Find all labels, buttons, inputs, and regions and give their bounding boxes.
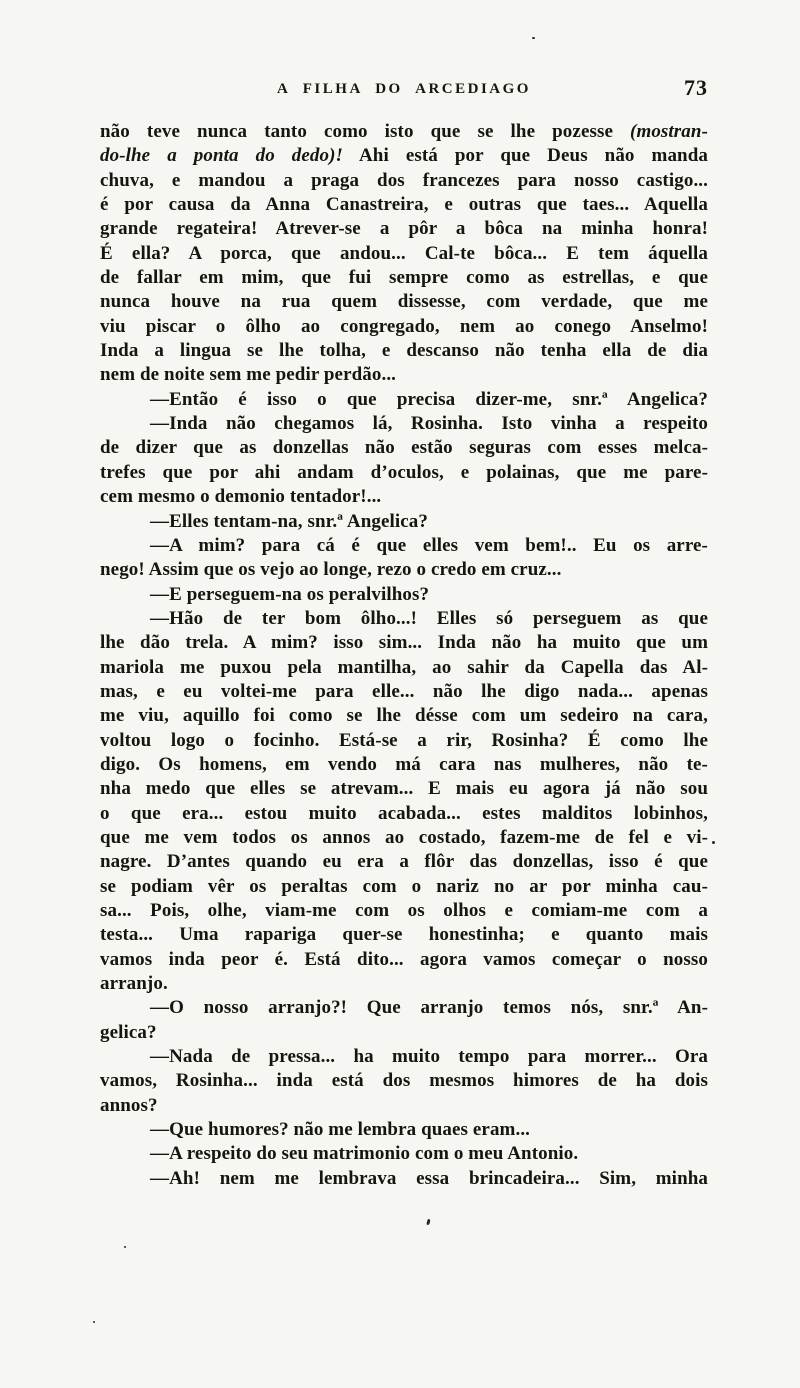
text-line: —Nada de pressa... ha muito tempo para morrer... Ora bbox=[150, 1046, 708, 1068]
text-line: de fallar em mim, que fui sempre como as estrellas, e que bbox=[100, 267, 708, 289]
text-line: mas, e eu voltei-me para elle... não lhe digo nada... apenas bbox=[100, 680, 708, 702]
text-line: chuva, e mandou a praga dos francezes para nosso castigo... bbox=[100, 169, 708, 191]
text-line: sa... Pois, olhe, viam-me com os olhos e comiam-me com a bbox=[100, 900, 708, 921]
text-line: É ella? A porca, que andou... Cal-te bôca... E tem áquella bbox=[100, 242, 708, 264]
text-line: —A mim? para cá é que elles vem bem!.. Eu os arre- bbox=[150, 534, 708, 556]
text-line: vamos inda peor é. Está dito... agora vamos começar o nosso bbox=[100, 948, 708, 970]
text-line: Inda a lingua se lhe tolha, e descanso não tenha ella de dia bbox=[100, 340, 708, 362]
text-line: voltou logo o focinho. Está-se a rir, Rosinha? É como lhe bbox=[100, 729, 708, 751]
scan-speck bbox=[93, 1321, 95, 1323]
text-line: o que era... estou muito acabada... estes malditos lobinhos, bbox=[100, 802, 708, 824]
text-block bbox=[100, 120, 708, 1191]
running-title: A FILHA DO ARCEDIAGO bbox=[277, 81, 531, 97]
text-line: gelica? bbox=[100, 1021, 157, 1043]
text-line: nha medo que elles se atrevam... E mais eu agora já não sou bbox=[100, 778, 708, 800]
text-line: annos? bbox=[100, 1094, 158, 1116]
text-line: —Então é isso o que precisa dizer-me, snr.ª Angelica? bbox=[150, 388, 708, 410]
text-line: nunca houve na rua quem dissesse, com verdade, que me bbox=[100, 291, 708, 313]
text-line: —Ah! nem me lembrava essa brincadeira... Sim, minha bbox=[150, 1167, 708, 1189]
text-line: —Que humores? não me lembra quaes eram... bbox=[150, 1119, 531, 1141]
text-line: digo. Os homens, em vendo má cara nas mulheres, não te- bbox=[100, 753, 708, 775]
scan-speck bbox=[124, 1246, 126, 1248]
text-line: mariola me puxou pela mantilha, ao sahir da Capella das Al- bbox=[100, 656, 708, 678]
text-line: —Inda não chegamos lá, Rosinha. Isto vinha a respeito bbox=[150, 413, 708, 435]
text-line: não teve nunca tanto como isto que se lhe pozesse (mostran- bbox=[100, 121, 708, 142]
text-line: que me vem todos os annos ao costado, fazem-me de fel e vi- bbox=[100, 826, 708, 848]
text-line: do-lhe a ponta do dedo)! Ahi está por que Deus não manda bbox=[100, 145, 708, 167]
text-line: nagre. D’antes quando eu era a flôr das donzellas, isso é que bbox=[100, 851, 708, 873]
text-line: vamos, Rosinha... inda está dos mesmos himores de ha dois bbox=[100, 1070, 708, 1092]
text-line: nem de noite sem me pedir perdão... bbox=[100, 364, 397, 386]
text-line: viu piscar o ôlho ao congregado, nem ao conego Anselmo! bbox=[100, 315, 708, 337]
text-line: se podiam vêr os peraltas com o nariz no ar por minha cau- bbox=[100, 875, 708, 897]
text-line: nego! Assim que os vejo ao longe, rezo o credo em cruz... bbox=[100, 559, 562, 581]
scan-speck bbox=[532, 37, 535, 39]
scan-speck bbox=[426, 1219, 430, 1226]
text-line: cem mesmo o demonio tentador!... bbox=[100, 486, 382, 508]
page-header bbox=[100, 75, 708, 104]
text-line: grande regateira! Atrever-se a pôr a bôca na minha honra! bbox=[100, 218, 708, 240]
text-line: —O nosso arranjo?! Que arranjo temos nós, snr.ª An- bbox=[150, 997, 708, 1019]
page-number: 73 bbox=[684, 75, 708, 100]
text-line: testa... Uma rapariga quer-se honestinha; e quanto mais bbox=[100, 924, 708, 946]
scan-speck bbox=[712, 841, 715, 844]
text-line: me viu, aquillo foi como se lhe désse com um sedeiro na cara, bbox=[100, 705, 708, 727]
text-line: é por causa da Anna Canastreira, e outras que taes... Aquella bbox=[100, 194, 708, 216]
text-line: lhe dão trela. A mim? isso sim... Inda não ha muito que um bbox=[100, 632, 708, 654]
text-line: —Elles tentam-na, snr.ª Angelica? bbox=[150, 510, 428, 532]
text-line: —Hão de ter bom ôlho...! Elles só perseguem as que bbox=[150, 607, 708, 629]
text-line: arranjo. bbox=[100, 973, 168, 995]
text-line: —A respeito do seu matrimonio com o meu Antonio. bbox=[150, 1143, 579, 1165]
text-line: —E perseguem-na os peralvilhos? bbox=[150, 583, 430, 605]
text-line: de dizer que as donzellas não estão seguras com esses melca- bbox=[100, 437, 708, 459]
text-line: trefes que por ahi andam d’oculos, e polainas, que me pare- bbox=[100, 461, 708, 483]
